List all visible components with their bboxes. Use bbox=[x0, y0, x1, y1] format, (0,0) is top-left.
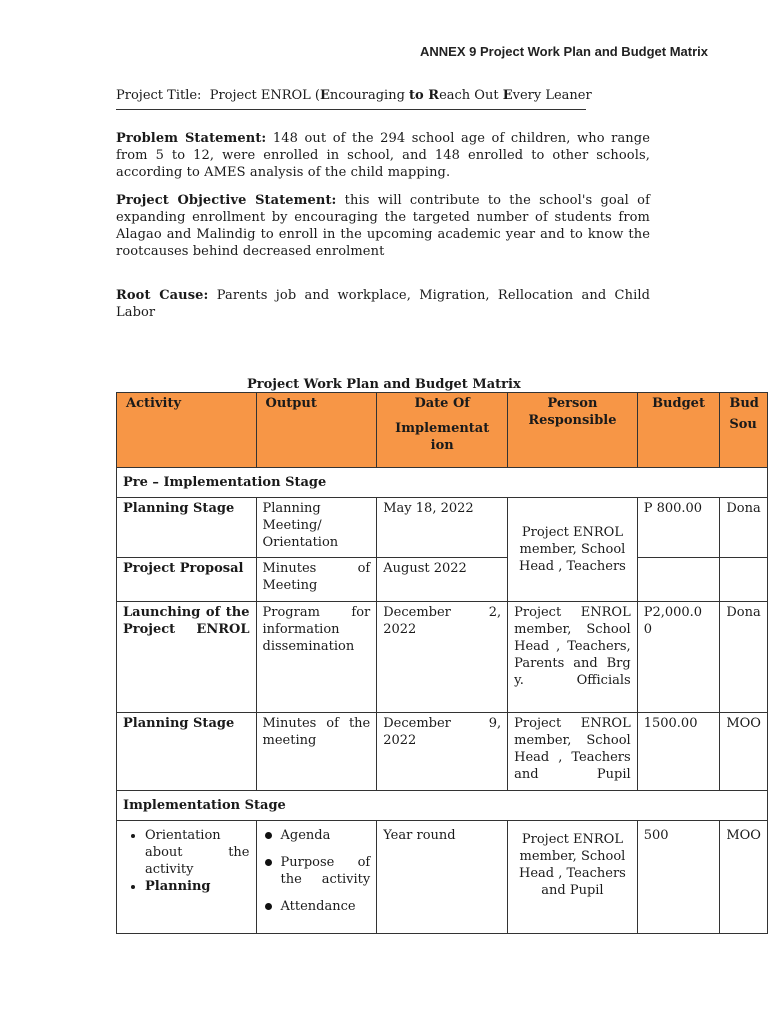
cell-source: MOO bbox=[720, 821, 768, 934]
root-cause-label: Root Cause: bbox=[116, 288, 209, 303]
cell-budget bbox=[637, 558, 720, 602]
header-source-line: Sou bbox=[729, 417, 757, 432]
table-header-row bbox=[117, 393, 768, 468]
header-output: Output bbox=[256, 393, 377, 468]
output-bullet: Agenda bbox=[281, 827, 371, 844]
objective-statement-text: this will contribute to the school's goal of expanding enrollment by encouraging the targeted number of students from Alagao and Malindig to enroll in the upcoming academic year and to know the rootcauses behind decreased enrolment bbox=[116, 193, 650, 259]
cell-date: August 2022 bbox=[377, 558, 508, 602]
work-plan-table bbox=[116, 392, 768, 934]
cell-person: Project ENROL member, School Head , Teachers and Pupil bbox=[508, 713, 638, 791]
project-title-part: to R bbox=[409, 88, 440, 103]
cell-output: Minutes of Meeting bbox=[256, 558, 377, 602]
header-source-line: Bud bbox=[729, 396, 759, 411]
stage-label-impl: Implementation Stage bbox=[117, 791, 768, 821]
cell-source bbox=[720, 558, 768, 602]
cell-source: MOO bbox=[720, 713, 768, 791]
cell-output bbox=[256, 821, 377, 934]
activity-bullet: • Planning bbox=[145, 878, 250, 895]
objective-statement-label: Project Objective Statement: bbox=[116, 193, 337, 208]
cell-date: December 2, 2022 bbox=[377, 602, 508, 713]
annex-heading: ANNEX 9 Project Work Plan and Budget Matrix bbox=[420, 44, 708, 59]
table-row bbox=[117, 821, 768, 934]
problem-statement bbox=[116, 130, 650, 181]
stage-label-pre: Pre – Implementation Stage bbox=[117, 468, 768, 498]
cell-date: May 18, 2022 bbox=[377, 498, 508, 558]
project-title-label: Project Title: bbox=[116, 88, 202, 103]
table-row bbox=[117, 498, 768, 558]
cell-person: Project ENROL member, School Head , Teachers,Parents and Brgy. Officials bbox=[508, 602, 638, 713]
table-row bbox=[117, 558, 768, 602]
header-budget: Budget bbox=[637, 393, 720, 468]
header-person bbox=[508, 393, 638, 468]
table-row bbox=[117, 713, 768, 791]
cell-person: Project ENROL member, School Head , Teachers bbox=[508, 498, 638, 602]
cell-source: Dona bbox=[720, 498, 768, 558]
stage-row-impl bbox=[117, 791, 768, 821]
cell-output: Planning Meeting/ Orientation bbox=[256, 498, 377, 558]
cell-activity: Planning Stage bbox=[117, 713, 257, 791]
header-date-line: ion bbox=[430, 438, 454, 453]
root-cause bbox=[116, 287, 650, 321]
project-title-part: each Out bbox=[439, 88, 503, 103]
project-title-part: E bbox=[320, 88, 330, 103]
cell-output: Minutes of the meeting bbox=[256, 713, 377, 791]
cell-output: Program for information dissemination bbox=[256, 602, 377, 713]
project-title bbox=[116, 87, 592, 110]
objective-statement bbox=[116, 192, 650, 260]
output-bullet: Attendance bbox=[281, 898, 371, 915]
problem-statement-label: Problem Statement: bbox=[116, 131, 267, 146]
project-title-part: E bbox=[502, 88, 513, 103]
project-title-name: Project ENROL ( bbox=[209, 88, 320, 103]
cell-budget: P 800.00 bbox=[637, 498, 720, 558]
cell-activity: Project Proposal bbox=[117, 558, 257, 602]
output-bullet: Purpose of the activity bbox=[280, 855, 371, 887]
cell-budget: P2,000.0 0 bbox=[637, 602, 720, 713]
matrix-title: Project Work Plan and Budget Matrix bbox=[247, 377, 521, 392]
header-date-line: Date Of bbox=[414, 396, 470, 411]
header-person-line: Responsible bbox=[528, 413, 617, 428]
cell-activity: Launching of the Project ENROL bbox=[117, 602, 257, 713]
project-title-part: very Leaner bbox=[512, 88, 592, 103]
cell-date: December 9, 2022 bbox=[377, 713, 508, 791]
root-cause-text: Parents job and workplace, Migration, Rellocation and Child Labor bbox=[116, 288, 651, 320]
header-activity: Activity bbox=[117, 393, 257, 468]
cell-budget: 500 bbox=[637, 821, 720, 934]
cell-person: Project ENROL member, School Head , Teachers and Pupil bbox=[508, 821, 638, 934]
problem-statement-text: 148 out of the 294 school age of children, who range from 5 to 12, were enrolled in school, and 148 enrolled to other schools, according to AMES analysis of the child mapping. bbox=[116, 131, 650, 180]
table-row bbox=[117, 602, 768, 713]
cell-activity: Planning Stage bbox=[117, 498, 257, 558]
header-person-line: Person bbox=[547, 396, 598, 411]
header-date bbox=[377, 393, 508, 468]
cell-date: Year round bbox=[377, 821, 508, 934]
header-budget-source bbox=[720, 393, 768, 468]
project-title-part: ncouraging bbox=[329, 88, 410, 103]
stage-row-pre bbox=[117, 468, 768, 498]
cell-source: Dona bbox=[720, 602, 768, 713]
activity-bullet: • Orientation about the activity bbox=[145, 827, 250, 878]
cell-budget: 1500.00 bbox=[637, 713, 720, 791]
cell-activity bbox=[117, 821, 257, 934]
header-date-line: Implementat bbox=[395, 421, 490, 436]
